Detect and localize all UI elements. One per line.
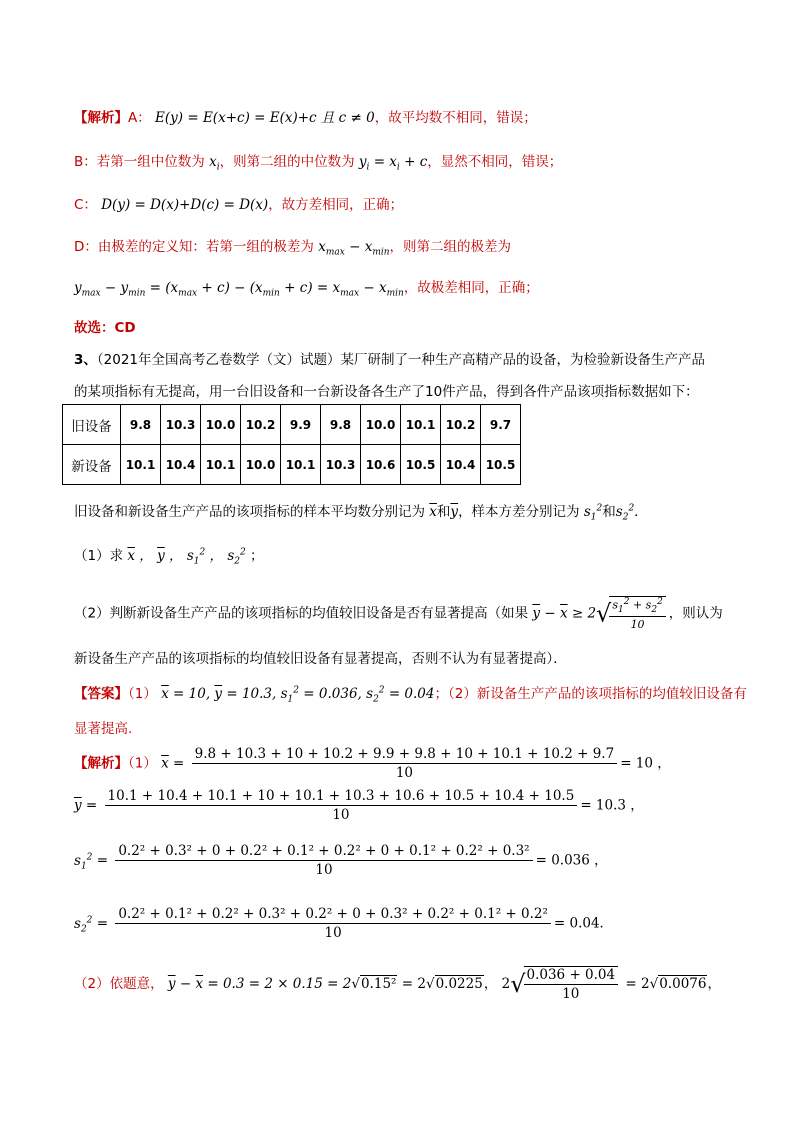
answer-1-math: $\overline{x} = 10$, $\overline{y} = 10.3$, $s_1^2 = 0.036$, $s_2^2 = 0.04$ bbox=[161, 685, 435, 705]
option-c-text: ，故方差相同，正确； bbox=[268, 197, 404, 213]
q3-stem-line-2: 的某项指标有无提高，用一台旧设备和一台新设备各生产了10件产品，得到各件产品该项指标数据如下： bbox=[74, 384, 699, 400]
analysis-label-2: 【解析】 bbox=[74, 755, 128, 772]
comma: ， bbox=[483, 976, 498, 992]
option-c-formula: D(y) = D(x)+D(c) = D(x) bbox=[101, 197, 269, 213]
analysis-line-d2 bbox=[74, 276, 539, 299]
table-cell: 10.0 bbox=[361, 405, 401, 445]
part2-label: （2）判断新设备生产产品的该项指标的均值较旧设备是否有显著提高（如果 bbox=[74, 605, 529, 622]
q3-stem-1: 某厂研制了一种生产高精产品的设备，为检验新设备生产产品 bbox=[340, 352, 706, 368]
sqrt-0-15-squared: 0.15² bbox=[360, 976, 397, 992]
analysis-s1: $s_1^2$ = 0.2² + 0.3² + 0 + 0.2² + 0.1² + 0.2² + 0 + 0.1² + 0.2² + 0.3² 10 = 0.036 ， bbox=[74, 843, 608, 878]
table-cell: 10.0 bbox=[241, 445, 281, 485]
x-bar-symbol: $\overline{x}$ bbox=[161, 755, 169, 772]
row-header-new: 新设备 bbox=[63, 445, 121, 485]
table-cell: 10.4 bbox=[441, 445, 481, 485]
eq-2: = 2 bbox=[401, 976, 426, 992]
x-mean-result: = 10 ， bbox=[620, 755, 671, 772]
part1-label: （1）求 bbox=[74, 548, 124, 564]
table-cell: 10.1 bbox=[401, 405, 441, 445]
sqrt-fraction: $\frac{0.036 + 0.04}{10}$ bbox=[524, 966, 619, 1002]
q3-after-table: 旧设备和新设备生产产品的该项指标的样本平均数分别记为 $\overline{x}$和$\overline{y}$，样本方差分别记为 $s_1^2$和$s_2^2$． bbox=[74, 503, 648, 523]
table-cell: 10.2 bbox=[441, 405, 481, 445]
table-cell: 9.8 bbox=[321, 405, 361, 445]
table-cell: 10.2 bbox=[241, 405, 281, 445]
data-table bbox=[62, 404, 521, 485]
answer-label: 【答案】 bbox=[74, 686, 128, 702]
after-table-text: 旧设备和新设备生产产品的该项指标的样本平均数分别记为 bbox=[74, 504, 425, 520]
q3-answer bbox=[74, 682, 747, 705]
sqrt-0-0225: 0.0225 bbox=[435, 976, 483, 992]
option-a-formula: E(y) = E(x+c) = E(x)+c 且 c ≠ 0 bbox=[155, 110, 375, 126]
option-d-text-2: ，故极差相同，正确； bbox=[403, 280, 539, 296]
q3-part-1: （1）求 $\overline{x}$ ， $\overline{y}$ ， $s_1^2$ ， $s_2^2$ ； bbox=[74, 547, 264, 567]
table-cell: 9.9 bbox=[281, 405, 321, 445]
s1-squared: $s_1^2$ bbox=[583, 503, 603, 523]
part2-calc-1: $\overline{y} - \overline{x} = 0.3 = 2 \times 0.15 = 2$ bbox=[167, 976, 352, 992]
analysis-1-label: （1） bbox=[128, 755, 157, 772]
sqrt-sign: √ bbox=[596, 599, 612, 628]
table-cell: 10.0 bbox=[201, 405, 241, 445]
analysis-line-c bbox=[74, 193, 403, 213]
analysis-y-mean: $\overline{y}$ = 10.1 + 10.4 + 10.1 + 10 + 10.1 + 10.3 + 10.6 + 10.5 + 10.4 + 10.5 10 = 10.3 ， bbox=[74, 788, 644, 823]
answer-cd: 故选：CD bbox=[74, 320, 136, 336]
analysis-2-label: （2）依题意， bbox=[74, 976, 164, 992]
s1-fraction: 0.2² + 0.3² + 0 + 0.2² + 0.1² + 0.2² + 0 + 0.1² + 0.2² + 0.3² 10 bbox=[115, 843, 532, 878]
option-d-prefix: D：由极差的定义知：若第一组的极差为 bbox=[74, 239, 314, 255]
option-c-prefix: C： bbox=[74, 197, 97, 213]
analysis-line-a bbox=[74, 106, 537, 126]
s2-squared: $s_2^2$ bbox=[615, 503, 635, 523]
row-header-old: 旧设备 bbox=[63, 405, 121, 445]
y-mean-result: = 10.3 ， bbox=[580, 797, 644, 814]
part2-cont: ，则认为 bbox=[668, 605, 723, 622]
analysis-line-b bbox=[74, 150, 562, 173]
option-b-formula-1: $x_i$ bbox=[209, 154, 220, 173]
after-table-and: 和 bbox=[436, 504, 451, 520]
analysis-line-d bbox=[74, 235, 511, 258]
sqrt-sign-3: √ bbox=[510, 970, 526, 998]
q3-number: 3、 bbox=[74, 352, 97, 368]
sqrt-sign-1: √ bbox=[351, 976, 360, 992]
sqrt-0-0076: 0.0076 bbox=[659, 976, 707, 992]
x-mean-fraction: $\frac{9.8 + 10.3 + 10 + 10.2 + 9.9 + 9.8 + 10 + 10.1 + 10.2 + 9.7}{10}$ bbox=[192, 746, 618, 781]
table-cell: 10.4 bbox=[161, 445, 201, 485]
table-row-old bbox=[63, 405, 521, 445]
option-b-mid: ，则第二组的中位数为 bbox=[219, 154, 355, 170]
s2-result: = 0.04． bbox=[553, 915, 614, 932]
q3-part-2 bbox=[74, 596, 723, 631]
option-a-prefix: A： bbox=[128, 110, 151, 126]
table-cell: 10.1 bbox=[121, 445, 161, 485]
analysis-part-2 bbox=[74, 966, 721, 1002]
answer-1-label: （1） bbox=[128, 686, 157, 702]
table-cell: 10.1 bbox=[201, 445, 241, 485]
q3-part-2-line-2: 新设备生产产品的该项指标的均值较旧设备有显著提高，否则不认为有显著提高）． bbox=[74, 651, 567, 667]
coef-2: 2 bbox=[501, 976, 511, 992]
table-cell: 9.8 bbox=[121, 405, 161, 445]
y-bar-symbol: $\overline{y}$ bbox=[74, 797, 82, 814]
table-row-new bbox=[63, 445, 521, 485]
part2-sqrt-frac: $\frac{s_1^2 + s_2^2}{10}$ bbox=[609, 596, 665, 631]
table-cell: 10.5 bbox=[401, 445, 441, 485]
after-table-text-2: ，样本方差分别记为 bbox=[458, 504, 580, 520]
sqrt-sign-4: √ bbox=[649, 976, 659, 992]
answer-line-2: 显著提高. bbox=[74, 721, 133, 737]
part2-condition: $\overline{y} - \overline{x} \ge 2$ bbox=[532, 605, 597, 622]
s1-result: = 0.036 ， bbox=[535, 852, 608, 869]
y-mean-fraction: 10.1 + 10.4 + 10.1 + 10 + 10.1 + 10.3 + 10.6 + 10.5 + 10.4 + 10.5 10 bbox=[105, 788, 578, 823]
after-table-end: ． bbox=[634, 504, 648, 520]
s2-symbol: $s_2^2$ bbox=[74, 915, 93, 935]
part1-items: $\overline{x}$ ， $\overline{y}$ ， $s_1^2$ ， $s_2^2$ bbox=[127, 547, 246, 567]
s2-fraction: 0.2² + 0.1² + 0.2² + 0.3² + 0.2² + 0 + 0.3² + 0.2² + 0.1² + 0.2² 10 bbox=[115, 906, 551, 941]
table-cell: 10.3 bbox=[161, 405, 201, 445]
sqrt-sign-2: √ bbox=[425, 976, 435, 992]
option-d-formula-2: $y_{max} - y_{min} = (x_{max} + c) - (x_{min} + c) = x_{max} - x_{min}$ bbox=[74, 280, 404, 299]
table-cell: 10.1 bbox=[281, 445, 321, 485]
table-cell: 9.7 bbox=[481, 405, 521, 445]
option-b-formula-2: $y_i = x_i + c$ bbox=[358, 154, 428, 173]
eq-3: = 2 bbox=[625, 976, 650, 992]
table-cell: 10.5 bbox=[481, 445, 521, 485]
y-bar: $\overline{y}$ bbox=[450, 504, 459, 520]
q3-source: （2021年全国高考乙卷数学（文）试题） bbox=[96, 352, 341, 368]
answer-2: ；（2）新设备生产产品的该项指标的均值较旧设备有 bbox=[434, 686, 747, 702]
end-comma: ， bbox=[707, 976, 721, 992]
option-b-prefix: B：若第一组中位数为 bbox=[74, 154, 205, 170]
option-d-formula-1: $x_{max} - x_{min}$ bbox=[318, 239, 390, 258]
analysis-label: 【解析】 bbox=[74, 110, 128, 126]
option-d-text-1: ，则第二组的极差为 bbox=[389, 239, 512, 255]
analysis-s2: $s_2^2$ = 0.2² + 0.1² + 0.2² + 0.3² + 0.2² + 0 + 0.3² + 0.2² + 0.1² + 0.2² 10 = 0.04． bbox=[74, 906, 614, 941]
option-b-text: ，显然不相同，错误； bbox=[427, 154, 563, 170]
table-cell: 10.6 bbox=[361, 445, 401, 485]
table-cell: 10.3 bbox=[321, 445, 361, 485]
option-a-text: ，故平均数不相同，错误； bbox=[374, 110, 537, 126]
q3-stem-line-1 bbox=[74, 348, 705, 368]
s1-symbol: $s_1^2$ bbox=[74, 852, 93, 872]
analysis-x-mean: 【解析】（1） $\overline{x}$ = $\frac{9.8 + 10.3 + 10 + 10.2 + 9.9 + 9.8 + 10 + 10.1 + 10.2 + 9.7}{10}$ = 10 ， bbox=[74, 746, 671, 781]
x-bar: $\overline{x}$ bbox=[429, 504, 437, 520]
